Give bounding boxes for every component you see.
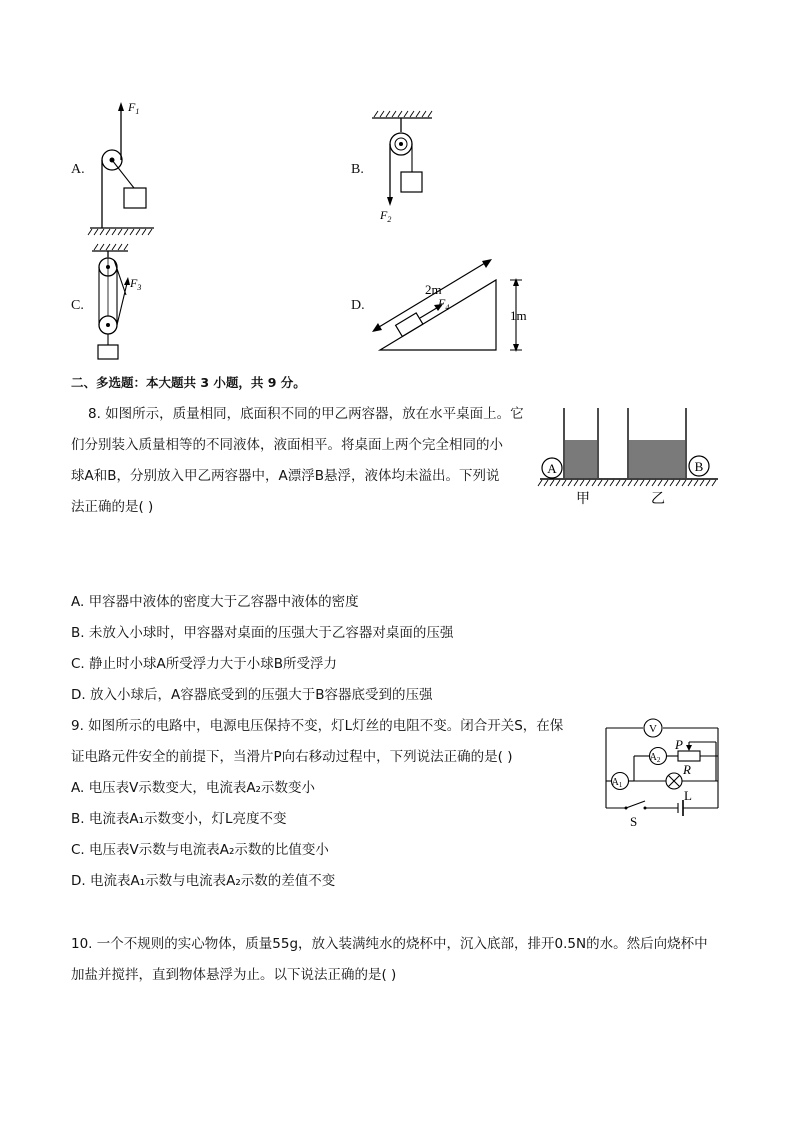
ammeter-a2-label: $A_2$: [649, 752, 661, 764]
ammeter-a1-label: $A_1$: [611, 777, 623, 789]
q9-option-d: D. 电流表A₁示数与电流表A₂示数的差值不变: [71, 873, 336, 889]
incline-figure-d: [368, 252, 538, 354]
option-b-label: B.: [351, 162, 364, 177]
circuit-figure: [598, 712, 724, 828]
q8-option-a: A. 甲容器中液体的密度大于乙容器中液体的密度: [71, 594, 359, 610]
switch-s-label: S: [630, 814, 638, 829]
resistor-r-label: R: [683, 762, 691, 777]
height-1m-label: 1m: [510, 308, 527, 323]
q9-option-c: C. 电压表V示数与电流表A₂示数的比值变小: [71, 842, 329, 858]
voltmeter-label: V: [649, 723, 657, 735]
force-f1-label: $F_1$: [128, 100, 140, 116]
length-2m-label: 2m: [425, 282, 442, 297]
slider-p-label: P: [675, 737, 683, 752]
pulley-figure-b: [368, 110, 438, 222]
q10-line-2: 加盐并搅拌，直到物体悬浮为止。以下说法正确的是( ): [71, 967, 397, 983]
svg-text:B: B: [694, 459, 704, 474]
q8-option-d: D. 放入小球后，A容器底受到的压强大于B容器底受到的压强: [71, 687, 433, 703]
q8-line-2: 们分别装入质量相等的不同液体，液面相平。将桌面上两个完全相同的小: [71, 437, 503, 453]
force-f4-label: $F_4$: [438, 296, 450, 312]
lamp-l-label: L: [684, 788, 692, 803]
q9-line-2: 证电路元件安全的前提下，当滑片P向右移动过程中，下列说法正确的是( ): [71, 749, 513, 765]
svg-text:A: A: [547, 461, 557, 476]
container-yi-label: 乙: [651, 491, 665, 507]
q9-option-a: A. 电压表V示数变大，电流表A₂示数变小: [71, 780, 315, 796]
q8-option-c: C. 静止时小球A所受浮力大于小球B所受浮力: [71, 656, 338, 672]
q10-line-1: 10. 一个不规则的实心物体，质量55g，放入装满纯水的烧杯中，沉入底部，排开0.5N的水。然后向烧杯中: [71, 936, 708, 952]
pulley-figure-c: [88, 243, 158, 363]
q9-option-b: B. 电流表A₁示数变小，灯L亮度不变: [71, 811, 287, 827]
force-f3-label: $F_3$: [130, 276, 142, 292]
q9-line-1: 9. 如图所示的电路中，电源电压保持不变，灯L灯丝的电阻不变。闭合开关S，在保: [71, 718, 564, 734]
q8-option-b: B. 未放入小球时，甲容器对桌面的压强大于乙容器对桌面的压强: [71, 625, 454, 641]
q8-line-3: 球A和B，分别放入甲乙两容器中，A漂浮B悬浮，液体均未溢出。下列说: [71, 468, 500, 484]
container-figure: [538, 404, 722, 508]
section-heading: 二、多选题：本大题共 3 小题，共 9 分。: [71, 375, 306, 390]
q8-line-4: 法正确的是( ): [71, 499, 154, 515]
option-a-label: A.: [71, 162, 85, 177]
force-f2-label: $F_2$: [380, 208, 392, 224]
container-jia-label: 甲: [576, 491, 590, 507]
option-c-label: C.: [71, 298, 84, 313]
pulley-figure-a: [88, 98, 163, 240]
option-d-label: D.: [351, 298, 365, 313]
q8-line-1: 8. 如图所示，质量相同，底面积不同的甲乙两容器，放在水平桌面上。它: [88, 406, 524, 422]
